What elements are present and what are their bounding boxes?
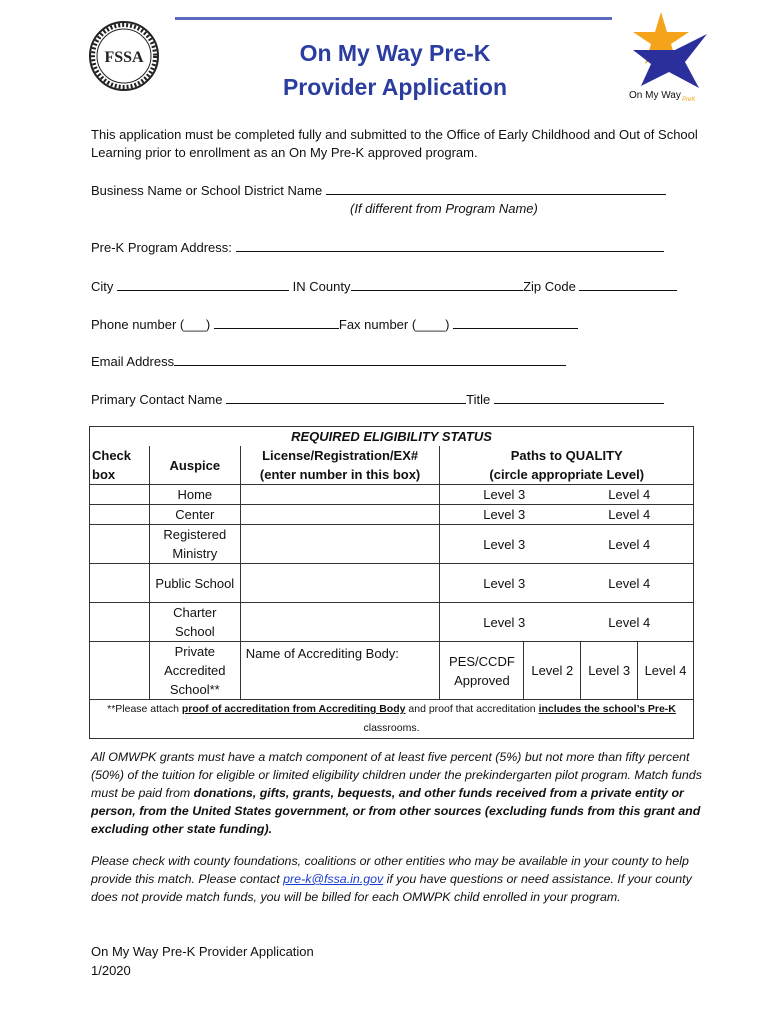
level-cell[interactable] bbox=[440, 505, 694, 525]
table-footnote bbox=[90, 700, 694, 739]
city-field[interactable] bbox=[117, 278, 289, 291]
email-row bbox=[91, 353, 566, 371]
title-label: Title bbox=[466, 392, 491, 407]
level-option[interactable]: Level 4 bbox=[608, 536, 651, 552]
level-option[interactable]: Level 4 bbox=[608, 487, 651, 502]
city-row bbox=[91, 278, 677, 296]
contact-label: Primary Contact Name bbox=[91, 392, 223, 407]
title-line-1: On My Way Pre-K bbox=[299, 40, 491, 66]
auspice-cell: Registered Ministry bbox=[149, 525, 240, 564]
license-input-cell[interactable] bbox=[240, 485, 440, 505]
license-input-cell[interactable] bbox=[240, 564, 440, 603]
license-input-cell[interactable] bbox=[240, 603, 440, 642]
business-name-row bbox=[91, 182, 666, 200]
logo-sub: PreK bbox=[682, 97, 696, 103]
table-row bbox=[90, 564, 694, 603]
table-row bbox=[90, 642, 694, 700]
fax-label: Fax number (____) bbox=[338, 317, 450, 332]
on-my-way-star-logo bbox=[615, 10, 720, 105]
business-name-field[interactable] bbox=[326, 182, 666, 195]
table-caption: REQUIRED ELIGIBILITY STATUS bbox=[90, 427, 694, 447]
level-option[interactable]: Level 3 bbox=[483, 575, 526, 591]
seal-text: FSSA bbox=[104, 49, 144, 66]
auspice-cell: Private Accredited School** bbox=[149, 642, 240, 700]
zip-field[interactable] bbox=[579, 278, 677, 291]
title-line-2: Provider Application bbox=[282, 74, 508, 100]
fssa-seal-logo bbox=[88, 20, 160, 92]
header-rule bbox=[175, 17, 612, 20]
contact-paragraph bbox=[91, 852, 703, 906]
match-text-bold: donations, gifts, grants, bequests, and other funds received from a private entity or person, from the United States government, or from other sources (excluding funds from this grant and excluding other state funding). bbox=[91, 786, 701, 836]
table-row bbox=[90, 525, 694, 564]
col-paths-header bbox=[440, 446, 694, 485]
contact-row bbox=[91, 391, 664, 409]
accrediting-body-cell[interactable]: Name of Accrediting Body: bbox=[240, 642, 440, 700]
phone-field[interactable] bbox=[214, 316, 339, 329]
col-license-header bbox=[240, 446, 440, 485]
pes-ccdf-cell: PES/CCDF Approved bbox=[440, 642, 524, 700]
checkbox-cell[interactable] bbox=[90, 603, 150, 642]
address-field[interactable] bbox=[236, 239, 664, 252]
footnote-text: **Please attach bbox=[107, 703, 182, 715]
level-option[interactable]: Level 4 bbox=[638, 642, 694, 700]
footnote-text: classrooms. bbox=[363, 722, 420, 734]
match-text: All OMWPK grants must have a match component of at least five percent (5%) but not more than fifty percent (50%) of the tuition for eligible or limited eligibility children under the prekindergarten pilot program. Match funds must be paid from bbox=[91, 750, 702, 800]
level-option[interactable]: Level 2 bbox=[524, 642, 581, 700]
email-label: Email Address bbox=[91, 354, 175, 369]
intro-text: This application must be completed fully and submitted to the Office of Early Childhood and Out of School Learning prior to enrollment as an On My Pre-K approved program. bbox=[91, 127, 698, 160]
match-paragraph bbox=[91, 748, 703, 838]
auspice-cell: Center bbox=[149, 505, 240, 525]
footnote-emphasis: proof of accreditation from Accrediting Body bbox=[181, 703, 406, 715]
col-check-header bbox=[90, 446, 150, 485]
checkbox-cell[interactable] bbox=[90, 505, 150, 525]
eligibility-table bbox=[89, 426, 694, 739]
level-cell[interactable] bbox=[440, 525, 694, 564]
level-cell[interactable] bbox=[440, 603, 694, 642]
footer-date: 1/2020 bbox=[91, 963, 131, 978]
level-option[interactable]: Level 3 bbox=[483, 487, 526, 502]
level-option[interactable]: Level 3 bbox=[483, 536, 526, 552]
footnote-emphasis: includes the school’s Pre-K bbox=[538, 703, 676, 715]
business-name-label: Business Name or School District Name bbox=[91, 183, 323, 198]
fax-field[interactable] bbox=[453, 316, 578, 329]
level-option[interactable]: Level 3 bbox=[483, 507, 526, 522]
level-cell[interactable] bbox=[440, 564, 694, 603]
address-row bbox=[91, 239, 664, 257]
table-row bbox=[90, 603, 694, 642]
contact-field[interactable] bbox=[226, 391, 466, 404]
checkbox-cell[interactable] bbox=[90, 525, 150, 564]
footnote-text: and proof that accreditation bbox=[405, 703, 539, 715]
city-label: City bbox=[91, 279, 114, 294]
col-auspice-header: Auspice bbox=[149, 446, 240, 485]
checkbox-cell[interactable] bbox=[90, 485, 150, 505]
license-input-cell[interactable] bbox=[240, 525, 440, 564]
zip-label: Zip Code bbox=[523, 279, 576, 294]
email-link[interactable]: pre-k@fssa.in.gov bbox=[283, 872, 384, 886]
level-option[interactable]: Level 4 bbox=[608, 575, 651, 591]
col-license-line1: License/Registration/EX# bbox=[262, 448, 419, 463]
checkbox-cell[interactable] bbox=[90, 642, 150, 700]
county-field[interactable] bbox=[351, 278, 523, 291]
checkbox-cell[interactable] bbox=[90, 564, 150, 603]
license-input-cell[interactable] bbox=[240, 505, 440, 525]
logo-text: On My Way bbox=[629, 90, 681, 101]
level-option[interactable]: Level 4 bbox=[608, 507, 651, 522]
level-option[interactable]: Level 4 bbox=[608, 614, 651, 630]
title-field[interactable] bbox=[494, 391, 664, 404]
table-row bbox=[90, 505, 694, 525]
auspice-cell: Public School bbox=[149, 564, 240, 603]
col-check-line1: Check bbox=[92, 448, 132, 463]
footer-title: On My Way Pre-K Provider Application bbox=[91, 944, 314, 959]
business-name-note: (If different from Program Name) bbox=[350, 201, 538, 216]
col-paths-line2: (circle appropriate Level) bbox=[489, 467, 645, 482]
auspice-cell: Charter School bbox=[149, 603, 240, 642]
auspice-cell: Home bbox=[149, 485, 240, 505]
email-field[interactable] bbox=[174, 353, 566, 366]
contact-text: Please check with county foundations, coalitions or other entities who may be available in your county to help provide this match. Please contact bbox=[91, 854, 689, 886]
phone-row bbox=[91, 316, 578, 334]
page-footer bbox=[91, 942, 314, 980]
table-row bbox=[90, 485, 694, 505]
page-title bbox=[230, 36, 560, 104]
level-cell[interactable] bbox=[440, 485, 694, 505]
county-label: IN County bbox=[292, 279, 351, 294]
col-license-line2: (enter number in this box) bbox=[259, 467, 421, 482]
contact-text: if you have questions or need assistance. If your county does not provide match funds, you will be billed for each OMWPK child enrolled in your program. bbox=[91, 872, 692, 904]
col-check-line2: box bbox=[92, 467, 116, 482]
col-paths-line1: Paths to QUALITY bbox=[510, 448, 623, 463]
level-option[interactable]: Level 3 bbox=[581, 642, 638, 700]
phone-label: Phone number (___) bbox=[91, 317, 211, 332]
level-option[interactable]: Level 3 bbox=[483, 614, 526, 630]
address-label: Pre-K Program Address: bbox=[91, 240, 232, 255]
